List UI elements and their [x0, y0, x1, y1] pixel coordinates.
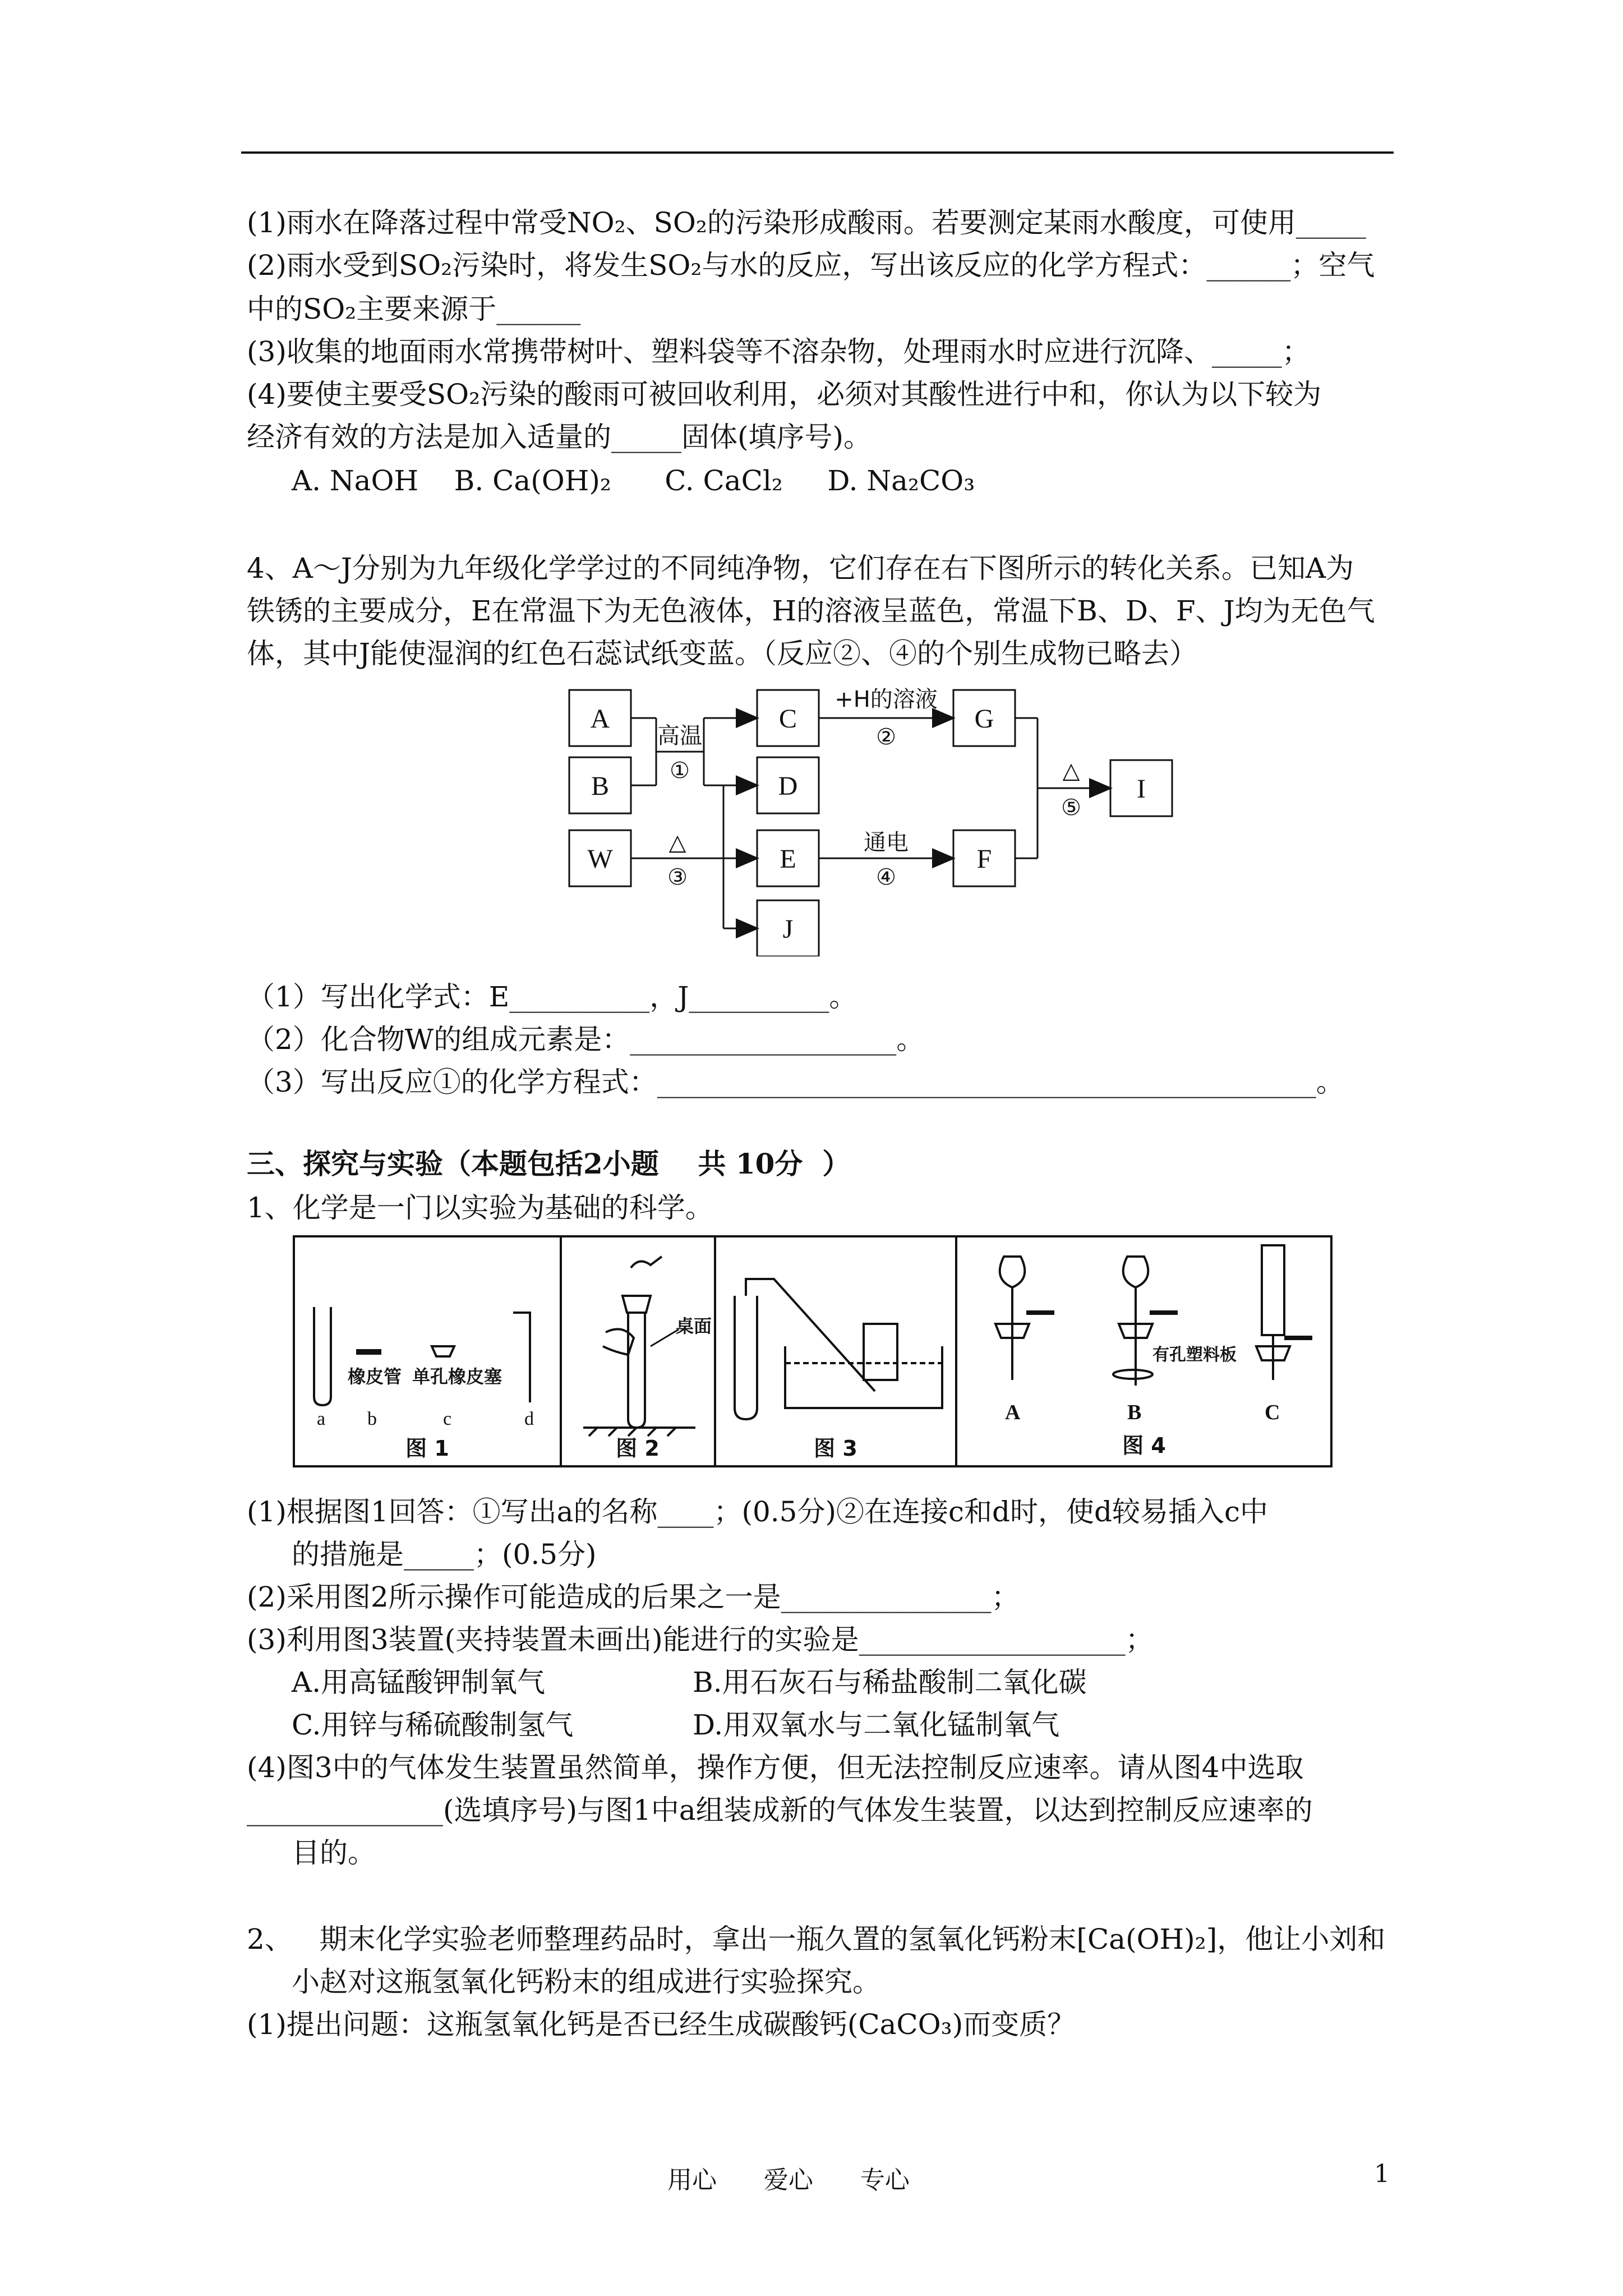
sec3-q1-intro: 1、化学是一门以实验为基础的科学。 — [247, 1191, 713, 1224]
fig4-caption: 图 4 — [1122, 1433, 1166, 1458]
apparatus-figures — [292, 1234, 1335, 1470]
sec3-opt-a: A.用高锰酸钾制氧气 — [292, 1666, 546, 1699]
fig4-B: B — [1127, 1401, 1142, 1424]
fig4-plate-label: 有孔塑料板 — [1152, 1345, 1237, 1365]
fig3-caption: 图 3 — [814, 1436, 857, 1461]
q4-line-1: 4、A～J分别为九年级化学学过的不同纯净物，它们存在右下图所示的转化关系。已知A为 — [247, 552, 1354, 585]
q4-sub-3: （3）写出反应①的化学方程式：_______________________________________________。 — [247, 1066, 1344, 1098]
cond-high-temp: 高温 — [657, 723, 702, 749]
sec3-p2: (2)采用图2所示操作可能造成的后果之一是_______________； — [247, 1581, 1020, 1613]
sec3-opt-c: C.用锌与稀硫酸制氢气 — [292, 1709, 574, 1741]
label-W: W — [587, 844, 613, 874]
header-rule — [241, 151, 1394, 154]
section-3-title: 三、探究与实验（本题包括2小题 共 10分 ） — [247, 1147, 851, 1180]
label-D: D — [778, 771, 798, 801]
label-I: I — [1137, 774, 1146, 804]
label-J: J — [782, 914, 794, 944]
sec3-p4a: (4)图3中的气体发生装置虽然简单，操作方便，但无法控制反应速率。请从图4中选取 — [247, 1751, 1304, 1784]
fig1-stopper-label: 单孔橡皮塞 — [412, 1366, 502, 1387]
q3-line-1: (1)雨水在降落过程中常受NO₂、SO₂的污染形成酸雨。若要测定某雨水酸度，可使用_____ — [247, 206, 1366, 239]
footer-motto: 用心 爱心 专心 — [667, 2166, 910, 2194]
sec3-q2-line-2: 小赵对这瓶氢氧化钙粉末的组成进行实验探究。 — [292, 1966, 880, 1998]
fig1-a: a — [317, 1409, 326, 1429]
fig1-d: d — [524, 1409, 534, 1429]
cond-heat-3: △ — [668, 830, 686, 855]
fig2-caption: 图 2 — [616, 1436, 660, 1461]
label-F: F — [976, 844, 992, 874]
fig1-caption: 图 1 — [405, 1436, 449, 1461]
cond-heat-5: △ — [1062, 758, 1080, 784]
q3-line-2: (2)雨水受到SO₂污染时，将发生SO₂与水的反应，写出该反应的化学方程式：______；空气 — [247, 249, 1375, 282]
label-C: C — [778, 704, 797, 734]
q3-line-4: (3)收集的地面雨水常携带树叶、塑料袋等不溶杂物，处理雨水时应进行沉降、_____； — [247, 335, 1310, 368]
sec3-p1b: 的措施是_____；(0.5分) — [292, 1538, 597, 1571]
q4-line-2: 铁锈的主要成分，E在常温下为无色液体，H的溶液呈蓝色，常温下B、D、F、J均为无色气 — [247, 595, 1375, 627]
sec3-p4b: ______________(选填序号)与图1中a组装成新的气体发生装置，以达到控制反应速率的 — [247, 1794, 1313, 1826]
cond-1: ① — [670, 758, 690, 784]
fig1-c: c — [443, 1409, 452, 1429]
q3-line-6: 经济有效的方法是加入适量的_____固体(填序号)。 — [247, 421, 872, 453]
cond-2: ② — [876, 724, 896, 750]
cond-4: ④ — [876, 864, 896, 890]
sec3-p1a: (1)根据图1回答：①写出a的名称____；(0.5分)②在连接c和d时，使d较易插入c中 — [247, 1496, 1268, 1528]
page-number: 1 — [1374, 2160, 1390, 2188]
cond-h-solution: +H的溶液 — [834, 687, 938, 712]
q4-line-3: 体，其中J能使湿润的红色石蕊试纸变蓝。（反应②、④的个别生成物已略去） — [247, 637, 1198, 670]
sec3-opt-d: D.用双氧水与二氧化锰制氧气 — [693, 1709, 1060, 1741]
fig1-b: b — [367, 1409, 377, 1429]
q3-options: A. NaOH B. Ca(OH)₂ C. CaCl₂ D. Na₂CO₃ — [292, 464, 975, 497]
label-G: G — [974, 704, 994, 734]
label-B: B — [591, 771, 610, 801]
sec3-p3: (3)利用图3装置(夹持装置未画出)能进行的实验是___________________； — [247, 1623, 1154, 1656]
sec3-p4c: 目的。 — [292, 1837, 376, 1869]
q4-sub-1: （1）写出化学式：E__________，J__________。 — [247, 981, 857, 1013]
fig2-desk-label: 桌面 — [676, 1315, 712, 1337]
transformation-diagram — [561, 682, 1178, 956]
sec3-opt-b: B.用石灰石与稀盐酸制二氧化碳 — [693, 1666, 1087, 1699]
sec3-q2-line-3: (1)提出问题：这瓶氢氧化钙是否已经生成碳酸钙(CaCO₃)而变质？ — [247, 2008, 1076, 2041]
fig1-rubber-tube-label: 橡皮管 — [348, 1366, 402, 1387]
q3-line-3: 中的SO₂主要来源于______ — [247, 293, 581, 325]
sec3-q2-line-1: 2、 期末化学实验老师整理药品时，拿出一瓶久置的氢氧化钙粉末[Ca(OH)₂]，他让小刘和 — [247, 1923, 1386, 1955]
q4-sub-2: （2）化合物W的组成元素是：___________________。 — [247, 1023, 925, 1056]
cond-electrolysis: 通电 — [864, 830, 909, 855]
cond-5: ⑤ — [1061, 795, 1081, 821]
fig4-A: A — [1005, 1401, 1021, 1424]
fig4-C: C — [1265, 1401, 1280, 1424]
label-E: E — [780, 844, 796, 874]
label-A: A — [590, 704, 610, 734]
cond-3: ③ — [667, 864, 688, 890]
q3-line-5: (4)要使主要受SO₂污染的酸雨可被回收利用，必须对其酸性进行中和，你认为以下较为 — [247, 378, 1322, 411]
